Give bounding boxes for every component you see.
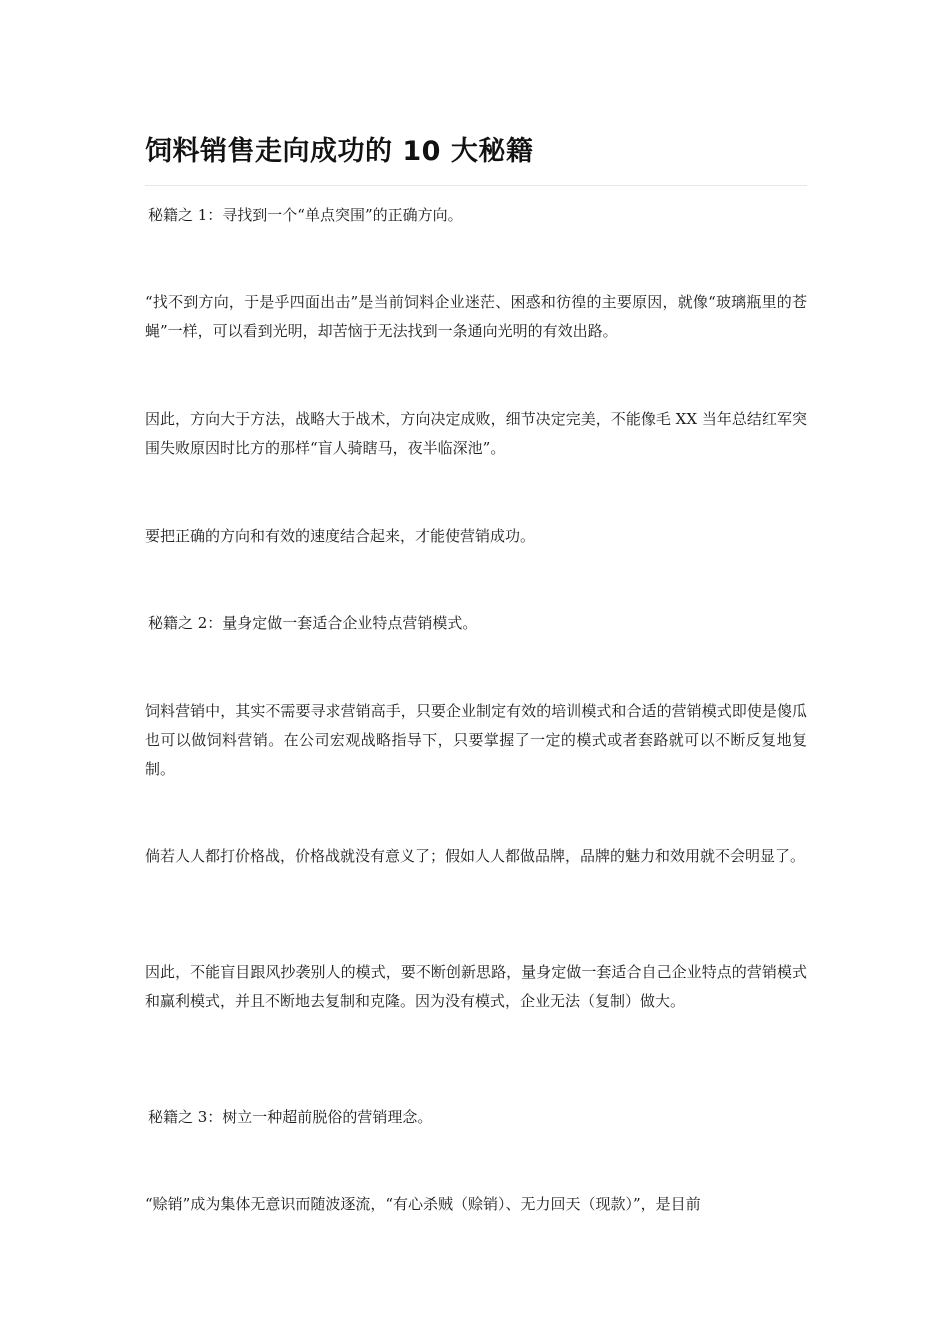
document-title: 饲料销售走向成功的 10 大秘籍 [145,136,534,167]
paragraph: 要把正确的方向和有效的速度结合起来，才能使营销成功。 [145,527,536,545]
paragraph: “找不到方向，于是乎四面出击”是当前饲料企业迷茫、困惑和彷徨的主要原因，就像“玻璃瓶里的苍蝇”一样，可以看到光明，却苦恼于无法找到一条通向光明的有效出路。 [145,293,807,340]
section-heading-2: 秘籍之 2：量身定做一套适合企业特点营销模式。 [148,614,478,632]
paragraph: 因此，方向大于方法，战略大于战术，方向决定成败，细节决定完美，不能像毛 XX 当年总结红军突围失败原因时比方的那样“盲人骑瞎马，夜半临深池”。 [145,410,807,457]
title-divider [145,185,807,186]
paragraph: 饲料营销中，其实不需要寻求营销高手，只要企业制定有效的培训模式和合适的营销模式即使是傻瓜也可以做饲料营销。在公司宏观战略指导下，只要掌握了一定的模式或者套路就可以不断反复地复制。 [145,702,807,778]
paragraph: “赊销”成为集体无意识而随波逐流，“有心杀贼（赊销）、无力回天（现款）”，是目前 [145,1195,701,1213]
section-heading-3: 秘籍之 3：树立一种超前脱俗的营销理念。 [148,1108,433,1126]
section-heading-1: 秘籍之 1：寻找到一个“单点突围”的正确方向。 [148,206,463,224]
paragraph: 倘若人人都打价格战，价格战就没有意义了；假如人人都做品牌，品牌的魅力和效用就不会明显了。 [145,847,806,865]
paragraph: 因此，不能盲目跟风抄袭别人的模式，要不断创新思路，量身定做一套适合自己企业特点的营销模式和赢利模式，并且不断地去复制和克隆。因为没有模式，企业无法（复制）做大。 [145,963,807,1010]
